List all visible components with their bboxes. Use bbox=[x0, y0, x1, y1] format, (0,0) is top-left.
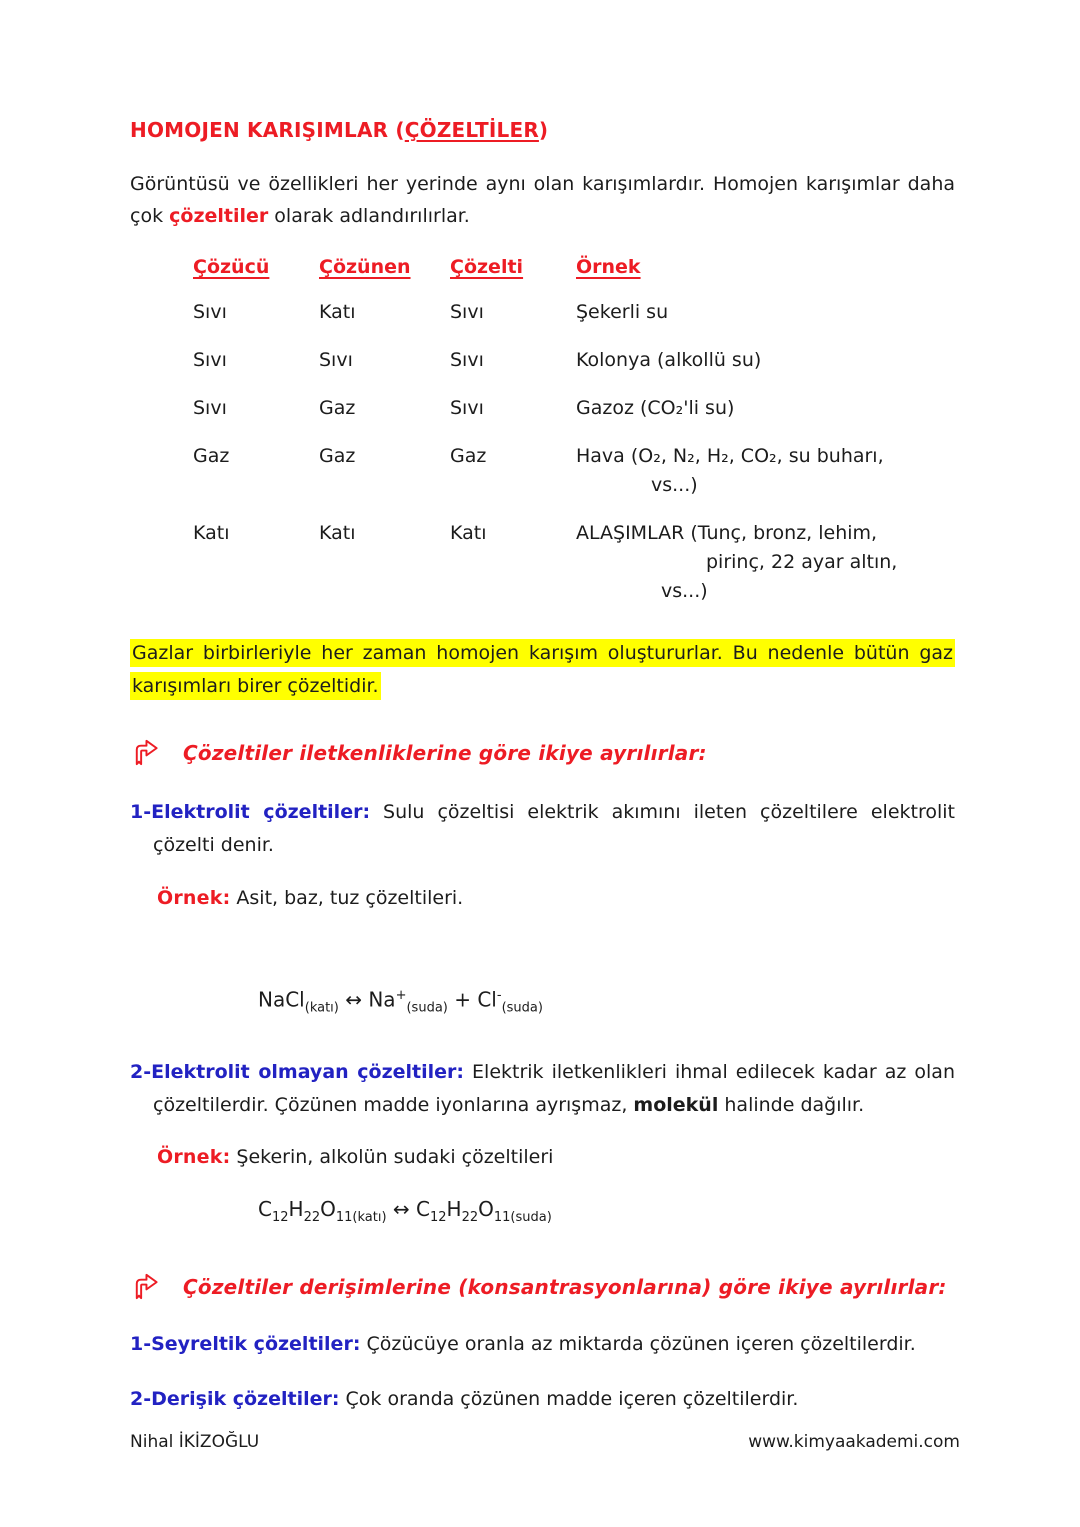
page-title bbox=[130, 118, 955, 142]
item-elektrolit-olmayan bbox=[130, 1056, 955, 1122]
cell-cozelti: Katı bbox=[450, 522, 487, 544]
cell-cozunen: Gaz bbox=[319, 397, 356, 419]
table-row bbox=[193, 442, 921, 519]
cell-ornek: Gazoz (CO₂'li su) bbox=[576, 397, 735, 419]
cell-cozelti: Sıvı bbox=[450, 397, 484, 419]
cell-cozunen: Katı bbox=[319, 522, 356, 544]
cell-ornek: Kolonya (alkollü su) bbox=[576, 349, 762, 371]
item-text: halinde dağılır. bbox=[718, 1093, 865, 1116]
cell-ornek bbox=[576, 442, 921, 519]
emphasis-word: çözeltiler bbox=[169, 205, 269, 227]
example-2 bbox=[157, 1142, 955, 1172]
table-row bbox=[193, 519, 921, 625]
page-footer bbox=[130, 1432, 960, 1452]
ornek-line: vs...) bbox=[661, 580, 708, 602]
example-1 bbox=[157, 883, 955, 913]
cell-cozucu: Sıvı bbox=[193, 397, 227, 419]
intro-paragraph bbox=[130, 168, 955, 232]
item-label: 1-Elektrolit çözeltiler: bbox=[130, 801, 371, 823]
solutions-table bbox=[193, 256, 921, 625]
footer-website: www.kimyaakademi.com bbox=[748, 1432, 960, 1452]
arrow-ribbon-icon bbox=[130, 735, 161, 768]
item-text: Çok oranda çözünen madde içeren çözeltilerdir. bbox=[339, 1387, 799, 1410]
item-label: 2-Elektrolit olmayan çözeltiler: bbox=[130, 1060, 465, 1083]
col-header-cozucu: Çözücü bbox=[193, 256, 270, 278]
item-derisik bbox=[130, 1383, 955, 1416]
equation-nacl: NaCl$_{(katı)}$ ↔ $Na^+_{(suda)} + Cl^-_{(suda)}$ bbox=[258, 987, 543, 1016]
table-row bbox=[193, 298, 921, 346]
highlighted-note bbox=[130, 637, 955, 703]
cell-cozunen: Gaz bbox=[319, 445, 356, 467]
example-label: Örnek: bbox=[157, 887, 231, 909]
highlight-mark: Gazlar birbirleriyle her zaman homojen karışım oluştururlar. Bu nedenle bütün gaz karışımları birer çözeltidir. bbox=[130, 639, 955, 700]
item-label: 2-Derişik çözeltiler: bbox=[130, 1387, 340, 1410]
example-label: Örnek: bbox=[157, 1145, 231, 1168]
cell-cozucu: Sıvı bbox=[193, 301, 227, 323]
cell-ornek: Şekerli su bbox=[576, 301, 669, 323]
cell-cozunen: Sıvı bbox=[319, 349, 353, 371]
col-header-cozelti: Çözelti bbox=[450, 256, 524, 278]
item-elektrolit bbox=[130, 796, 955, 862]
bold-word: molekül bbox=[633, 1093, 719, 1116]
cell-cozelti: Gaz bbox=[450, 445, 487, 467]
item-text: Elektrik iletkenlikleri ihmal edilecek kadar az olan çözeltilerdir. Çözünen madde iyonlarına ayrışmaz, bbox=[153, 1060, 955, 1116]
table-header-row bbox=[193, 256, 921, 298]
example-text: Şekerin, alkolün sudaki çözeltileri bbox=[230, 1145, 554, 1168]
item-text: Çözücüye oranla az miktarda çözünen içeren çözeltilerdir. bbox=[360, 1332, 916, 1355]
table-row bbox=[193, 346, 921, 394]
ornek-line: pirinç, 22 ayar altın, bbox=[706, 551, 898, 573]
cell-cozelti: Sıvı bbox=[450, 349, 484, 371]
title-prefix: HOMOJEN KARIŞIMLAR ( bbox=[130, 118, 405, 142]
cell-cozunen: Katı bbox=[319, 301, 356, 323]
col-header-cozunen: Çözünen bbox=[319, 256, 411, 278]
example-text: Asit, baz, tuz çözeltileri. bbox=[230, 887, 464, 909]
section-heading-text: Çözeltiler derişimlerine (konsantrasyonlarına) göre ikiye ayrılırlar: bbox=[183, 1274, 947, 1299]
cell-cozucu: Sıvı bbox=[193, 349, 227, 371]
item-text: Sulu çözeltisi elektrik akımını ileten çözeltilere elektrolit çözelti denir. bbox=[153, 801, 955, 856]
intro-text-1: Görüntüsü ve özellikleri her yerinde aynı olan karışımlardır. Homojen karışımlar daha çok bbox=[130, 173, 955, 227]
cell-ornek bbox=[576, 519, 921, 625]
cell-cozucu: Gaz bbox=[193, 445, 230, 467]
table-row bbox=[193, 394, 921, 442]
title-suffix: ) bbox=[538, 118, 549, 142]
footer-author: Nihal İKİZOĞLU bbox=[130, 1432, 260, 1452]
intro-text-2: olarak adlandırılırlar. bbox=[268, 205, 470, 227]
item-label: 1-Seyreltik çözeltiler: bbox=[130, 1332, 361, 1355]
concentration-section-heading bbox=[130, 1271, 955, 1304]
arrow-ribbon-icon bbox=[130, 1269, 161, 1302]
col-header-ornek: Örnek bbox=[576, 256, 641, 278]
equation-sugar: $C_{12}H_{22}O_{11(katı)}$ ↔ $C_{12}H_{22}O_{11(suda)}$ bbox=[258, 1196, 552, 1225]
ornek-line: ALAŞIMLAR (Tunç, bronz, lehim, bbox=[576, 522, 878, 544]
conductivity-section-heading bbox=[130, 737, 955, 770]
cell-cozelti: Sıvı bbox=[450, 301, 484, 323]
ornek-line: vs...) bbox=[651, 474, 698, 496]
cell-cozucu: Katı bbox=[193, 522, 230, 544]
ornek-line: Hava (O₂, N₂, H₂, CO₂, su buharı, bbox=[576, 445, 884, 467]
item-seyreltik bbox=[130, 1328, 955, 1361]
title-underlined-word: ÇÖZELTİLER bbox=[404, 118, 539, 142]
section-heading-text: Çözeltiler iletkenliklerine göre ikiye ayrılırlar: bbox=[183, 741, 707, 765]
